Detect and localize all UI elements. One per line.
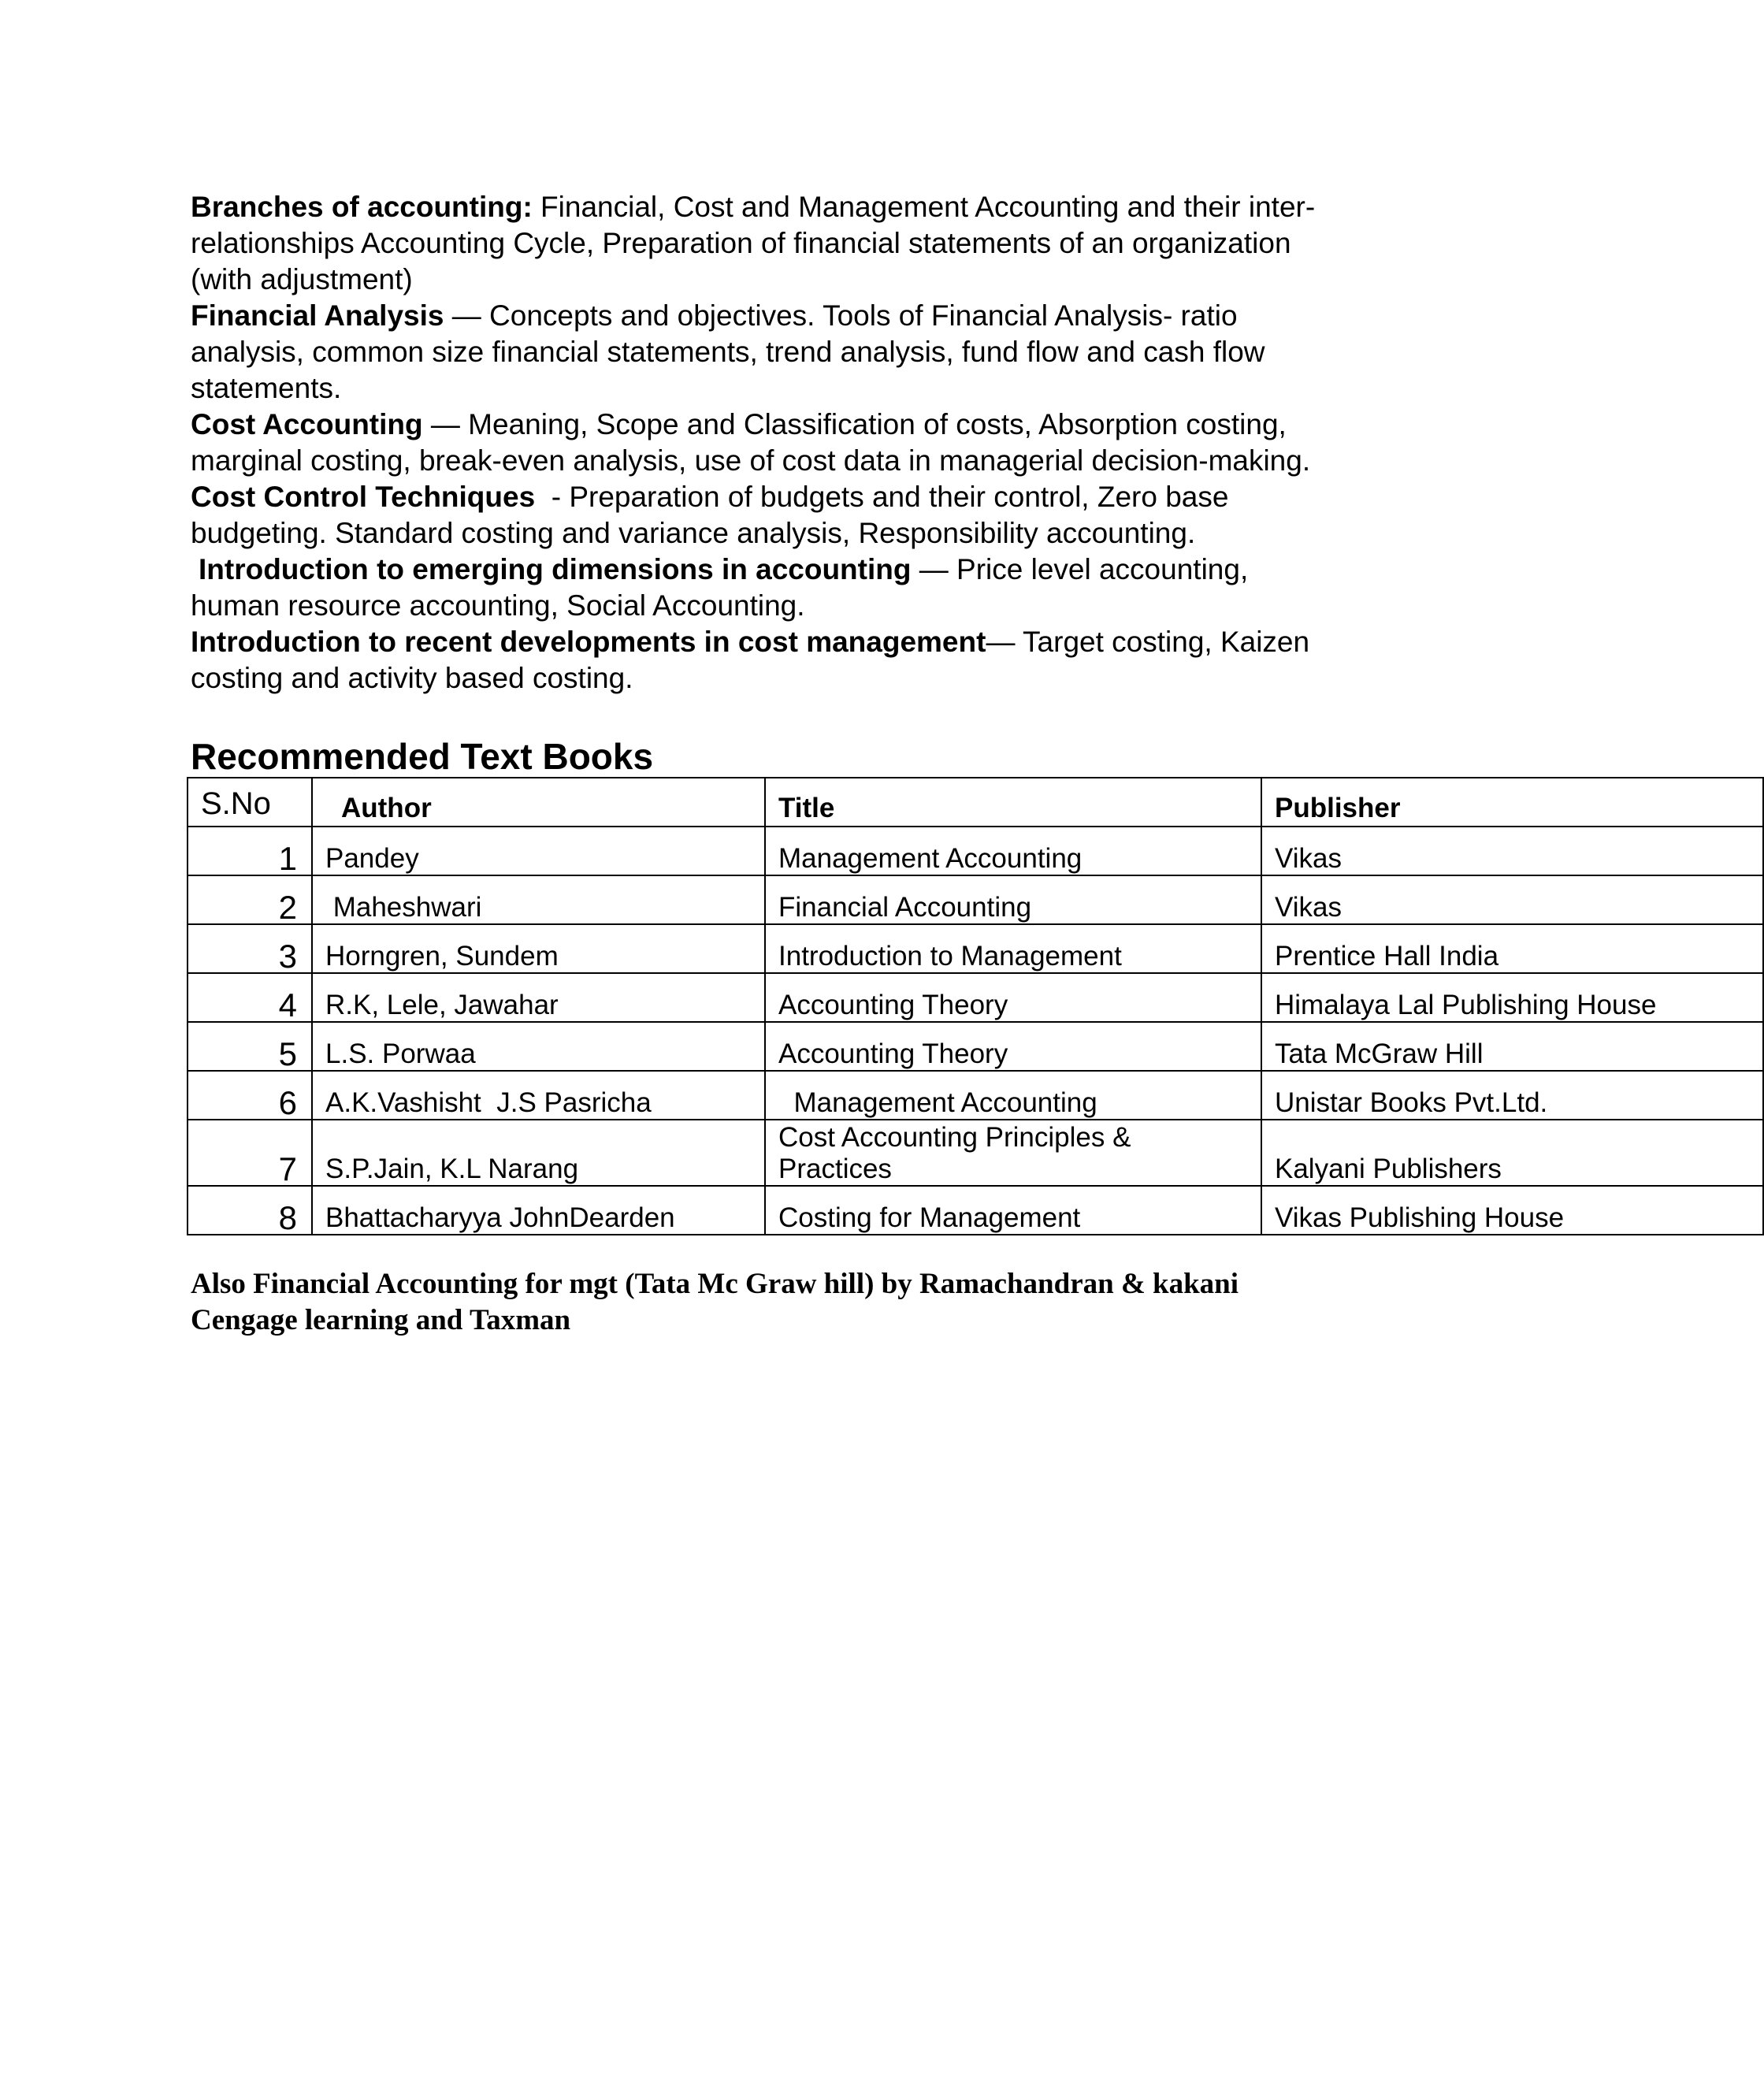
row-title-line: Practices xyxy=(778,1154,892,1184)
cost-control-text: - Preparation of budgets and their control, Zero base xyxy=(535,481,1229,513)
column-header-author: Author xyxy=(312,778,765,827)
row-publisher: Tata McGraw Hill xyxy=(1261,1022,1763,1071)
recent-developments-text: costing and activity based costing. xyxy=(191,662,633,694)
row-title: Introduction to Management xyxy=(765,924,1261,973)
table-row xyxy=(188,1186,1763,1235)
cost-accounting-text: marginal costing, break-even analysis, use of cost data in managerial decision-making. xyxy=(191,444,1311,477)
table-row xyxy=(188,1120,1763,1186)
books-table-container xyxy=(187,777,1657,1243)
additional-references xyxy=(191,1266,1530,1339)
row-title-line: Cost Accounting Principles & xyxy=(778,1122,1131,1153)
table-row xyxy=(188,1071,1763,1120)
table-row xyxy=(188,973,1763,1022)
row-sno: 7 xyxy=(188,1120,312,1186)
column-header-publisher: Publisher xyxy=(1261,778,1763,827)
row-author: S.P.Jain, K.L Narang xyxy=(312,1120,765,1186)
row-sno: 3 xyxy=(188,924,312,973)
row-title: Management Accounting xyxy=(765,1071,1261,1120)
row-title: Costing for Management xyxy=(765,1186,1261,1235)
row-sno: 6 xyxy=(188,1071,312,1120)
row-publisher: Vikas Publishing House xyxy=(1261,1186,1763,1235)
row-title: Management Accounting xyxy=(765,827,1261,875)
financial-analysis-text: — Concepts and objectives. Tools of Financial Analysis- ratio xyxy=(444,299,1238,332)
financial-analysis-paragraph xyxy=(191,298,1498,407)
column-header-title: Title xyxy=(765,778,1261,827)
table-row xyxy=(188,827,1763,875)
row-sno: 1 xyxy=(188,827,312,875)
additional-reference-line: Also Financial Accounting for mgt (Tata Mc Graw hill) by Ramachandran & kakani xyxy=(191,1268,1239,1300)
row-author: Horngren, Sundem xyxy=(312,924,765,973)
row-author: L.S. Porwaa xyxy=(312,1022,765,1071)
table-row xyxy=(188,875,1763,924)
column-header-sno: S.No xyxy=(188,778,312,827)
row-author: A.K.Vashisht J.S Pasricha xyxy=(312,1071,765,1120)
cost-accounting-text: — Meaning, Scope and Classification of costs, Absorption costing, xyxy=(422,408,1287,440)
row-author: R.K, Lele, Jawahar xyxy=(312,973,765,1022)
recent-developments-heading: Introduction to recent developments in cost management xyxy=(191,626,986,658)
row-author: Pandey xyxy=(312,827,765,875)
row-publisher: Himalaya Lal Publishing House xyxy=(1261,973,1763,1022)
row-publisher: Vikas xyxy=(1261,875,1763,924)
financial-analysis-heading: Financial Analysis xyxy=(191,299,444,332)
emerging-dimensions-text: human resource accounting, Social Accounting. xyxy=(191,589,805,622)
recent-developments-text: — Target costing, Kaizen xyxy=(986,626,1310,658)
recent-developments-paragraph xyxy=(191,624,1498,697)
branches-heading: Branches of accounting: xyxy=(191,191,533,223)
emerging-dimensions-text: — Price level accounting, xyxy=(911,553,1249,585)
books-table xyxy=(187,777,1764,1235)
row-sno: 2 xyxy=(188,875,312,924)
cost-accounting-heading: Cost Accounting xyxy=(191,408,423,440)
emerging-dimensions-paragraph xyxy=(191,552,1498,624)
branches-text: (with adjustment) xyxy=(191,263,413,295)
row-publisher: Unistar Books Pvt.Ltd. xyxy=(1261,1071,1763,1120)
row-sno: 8 xyxy=(188,1186,312,1235)
row-title xyxy=(765,1120,1261,1186)
cost-control-paragraph xyxy=(191,479,1498,552)
financial-analysis-text: statements. xyxy=(191,372,342,404)
cost-accounting-paragraph xyxy=(191,407,1498,479)
row-publisher: Kalyani Publishers xyxy=(1261,1120,1763,1186)
additional-reference-line: Cengage learning and Taxman xyxy=(191,1304,571,1336)
row-publisher: Prentice Hall India xyxy=(1261,924,1763,973)
cost-control-heading: Cost Control Techniques xyxy=(191,481,536,513)
row-title: Financial Accounting xyxy=(765,875,1261,924)
table-row xyxy=(188,924,1763,973)
row-sno: 4 xyxy=(188,973,312,1022)
branches-paragraph xyxy=(191,189,1498,298)
books-heading: Recommended Text Books xyxy=(191,736,654,777)
cost-control-text: budgeting. Standard costing and variance analysis, Responsibility accounting. xyxy=(191,517,1196,549)
row-title: Accounting Theory xyxy=(765,973,1261,1022)
row-author: Bhattacharyya JohnDearden xyxy=(312,1186,765,1235)
branches-text: relationships Accounting Cycle, Preparation of financial statements of an organization xyxy=(191,227,1291,259)
branches-text: Financial, Cost and Management Accounting and their inter- xyxy=(532,191,1316,223)
row-publisher: Vikas xyxy=(1261,827,1763,875)
financial-analysis-text: analysis, common size financial statements, trend analysis, fund flow and cash flow xyxy=(191,336,1265,368)
row-title: Accounting Theory xyxy=(765,1022,1261,1071)
table-row xyxy=(188,1022,1763,1071)
row-author: Maheshwari xyxy=(312,875,765,924)
table-header-row xyxy=(188,778,1763,827)
row-sno: 5 xyxy=(188,1022,312,1071)
emerging-dimensions-heading: Introduction to emerging dimensions in accounting xyxy=(199,553,912,585)
syllabus-section xyxy=(191,189,1498,697)
